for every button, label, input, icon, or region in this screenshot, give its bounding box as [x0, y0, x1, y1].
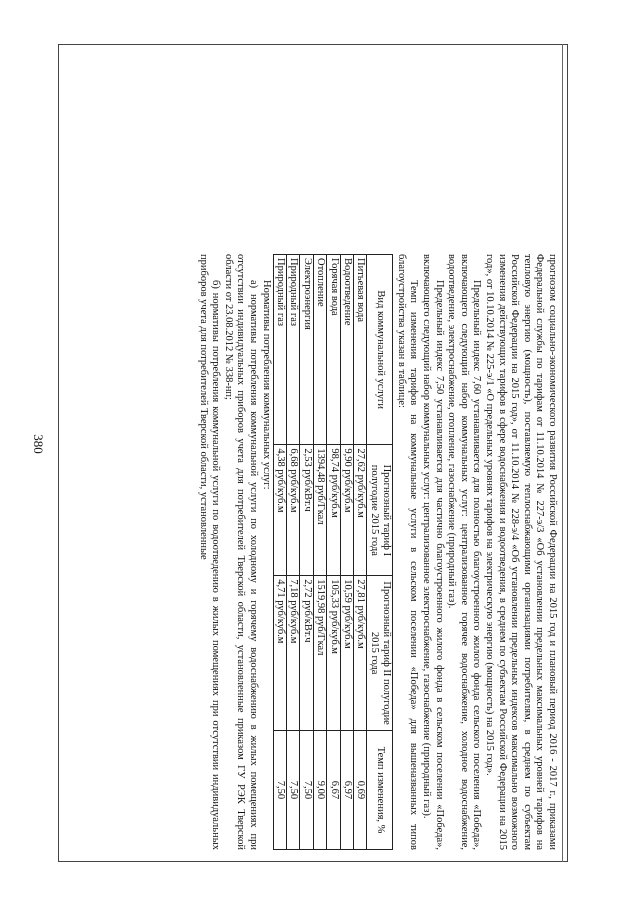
table-row — [327, 255, 340, 850]
table-row — [340, 255, 353, 850]
table-row — [313, 255, 326, 850]
margin-line — [562, 44, 563, 862]
paragraph: Темп изменения тарифов на коммунальные услуги в сельском поселении «Победа» для вышеназванных типов благоустройства указан в таблице: — [395, 254, 420, 850]
page-number: 380 — [30, 434, 46, 454]
service-cell: Природный газ — [273, 255, 286, 445]
change-rate-cell: 6,67 — [327, 730, 340, 849]
change-rate-cell: 7,50 — [287, 730, 300, 849]
rotated-page-area — [58, 44, 568, 862]
tariff-h2-cell: 2,72 руб/кВт.ч — [300, 576, 313, 731]
service-cell: Отопление — [313, 255, 326, 445]
paragraph: прогнозом социально-экономического развития Российской Федерации на 2015 год и плановый период 2016 - 2017 г., приказами Федеральной службы по тарифам от 11.10.2014 № 227-э/3 «Об установлении предельных максимальных уровней тарифов на тепловую энергию (мощность), поставляемую теплоснабжающими организациями потребителям, в среднем по субъектам Российской Федерации на 2015 год», от 11.10.2014 № 228-э/4 «Об установлении предельных индексов максимально возможного изменения действующих тарифов в сфере водоснабжения и водоотведения, в среднем по субъектам Российской Федерации на 2015 год», от 10.10.2014 № 225-э/1 «О предельных уровнях тарифов на электрическую энергию (мощность) на 2015 год». — [484, 254, 558, 850]
change-rate-cell: 0,69 — [354, 730, 367, 849]
table-row — [354, 255, 367, 850]
tariff-h1-cell: 9,90 руб/куб.м — [340, 445, 353, 576]
service-cell: Электроэнергия — [300, 255, 313, 445]
change-rate-cell: 7,50 — [300, 730, 313, 849]
tariff-table — [273, 254, 394, 850]
tariff-h2-cell: 27,81 руб/куб.м — [354, 576, 367, 731]
table-row — [300, 255, 313, 850]
tariff-h2-cell: 4,71 руб/куб.м — [273, 576, 286, 731]
service-cell: Горячая вода — [327, 255, 340, 445]
tariff-h1-cell: 98,74 руб/куб.м — [327, 445, 340, 576]
service-cell: Питьевая вода — [354, 255, 367, 445]
paragraph: Предельный индекс 7,50 устанавливается для частично благоустроенного жилого фонда в сельском поселении «Победа», включающего следующий набор коммунальных услуг: централизованное электроснабжение, газоснабжение (природный газ). — [421, 254, 445, 850]
tariff-h1-cell: 6,68 руб/куб.м — [287, 445, 300, 576]
change-rate-cell: 9,00 — [313, 730, 326, 849]
header-service: Вид коммунальной услуги — [367, 255, 393, 445]
table-row — [273, 255, 286, 850]
paragraph: Нормативы потребления коммунальных услуг: — [260, 280, 272, 490]
tariff-h2-cell: 10,59 руб/куб.м — [340, 576, 353, 731]
paragraph: Предельный индекс 7,60 устанавливается для полностью благоустроенного жилого фонда сельского поселения «Победа», включающего следующий набор коммунальных услуг: централизованное горячее водоснабжение, холодное водоснабжение, водоотведение, электроснабжение, отопление, газоснабжение (природный газ). — [446, 254, 483, 850]
change-rate-cell: 6,97 — [340, 730, 353, 849]
tariff-h1-cell: 1394,48 руб/Гкал — [313, 445, 326, 576]
tariff-h2-cell: 1519,98 руб/Гкал — [313, 576, 326, 731]
service-cell: Природный газ — [287, 255, 300, 445]
body-text — [196, 254, 558, 850]
header-tariff-h2: Прогнозный тариф II полугодие 2015 года — [367, 576, 393, 731]
tariff-h2-cell: 105,33 руб/куб.м — [327, 576, 340, 731]
service-cell: Водоотведение — [340, 255, 353, 445]
page-content — [58, 44, 568, 862]
table-body — [273, 255, 367, 850]
tariff-h1-cell: 2,53 руб/кВт.ч — [300, 445, 313, 576]
table-header-row — [367, 255, 393, 850]
header-change-rate: Темп изменения, % — [367, 730, 393, 849]
table-row — [287, 255, 300, 850]
paragraph: а) нормативы потребления коммунальной услуги по холодному и горячему водоснабжению в жилых помещениях при отсутствии индивидуальных приборов учета для потребителей Тверской области, установленные приказом ГУ РЭК Тверской области от 23.08.2012 № 338-нп; — [222, 254, 260, 850]
tariff-h1-cell: 27,62 руб/куб.м — [354, 445, 367, 576]
tariff-h1-cell: 4,38 руб/куб.м — [273, 445, 286, 576]
paragraph: б) нормативы потребления коммунальной услуги по водоотведению в жилых помещениях при отсутствии индивидуальных приборов учета для потребителей Тверской области, установленные — [197, 254, 222, 850]
header-tariff-h1: Прогнозный тариф I полугодие 2015 года — [367, 445, 393, 576]
tariff-h2-cell: 7,18 руб/куб.м — [287, 576, 300, 731]
change-rate-cell: 7,50 — [273, 730, 286, 849]
paragraphs-top — [394, 254, 558, 850]
paragraphs-bottom — [196, 254, 272, 850]
